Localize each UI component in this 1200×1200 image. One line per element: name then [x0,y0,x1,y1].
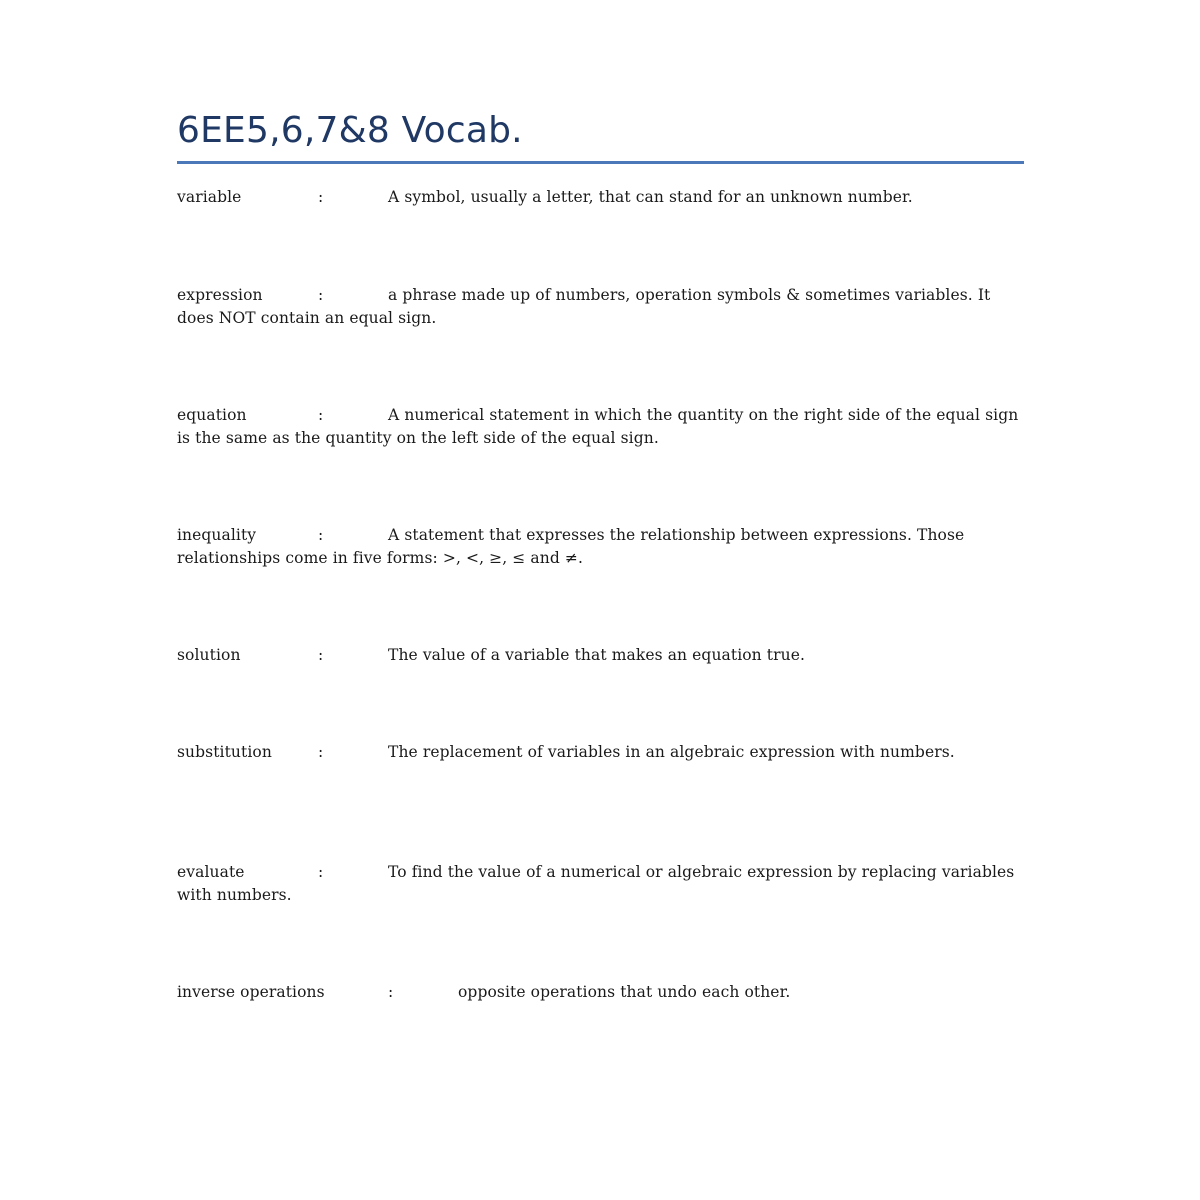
vocab-separator: : [318,406,324,424]
vocab-term: equation [177,406,247,424]
title-underline [177,161,1024,164]
vocab-entry-expression [177,284,1024,329]
vocab-definition: A symbol, usually a letter, that can stand for an unknown number. [388,188,913,206]
vocab-entry-variable [177,186,1024,209]
vocab-definition: The replacement of variables in an algebraic expression with numbers. [388,743,955,761]
vocab-entry-solution [177,644,1024,667]
vocab-term: solution [177,646,241,664]
vocab-entry-inverse-operations [177,981,1024,1004]
vocab-term: expression [177,286,263,304]
vocab-separator: : [318,863,324,881]
vocab-term: evaluate [177,863,245,881]
vocab-term: substitution [177,743,272,761]
vocab-separator: : [318,526,324,544]
vocab-term: inequality [177,526,257,544]
vocab-separator: : [318,646,324,664]
vocab-separator: : [388,983,394,1001]
vocab-definition: The value of a variable that makes an equation true. [388,646,806,664]
vocab-definition: A statement that expresses the relationship between expressions. Those relationships come in five forms: >, <, ≥, ≤ and ≠. [177,526,965,567]
vocab-entry-evaluate [177,861,1024,906]
vocab-definition: a phrase made up of numbers, operation symbols & sometimes variables. It does NOT contain an equal sign. [177,286,991,327]
vocab-separator: : [318,743,324,761]
vocab-entry-substitution [177,741,1024,764]
page-title: 6EE5,6,7&8 Vocab. [177,110,523,151]
vocab-definition: To find the value of a numerical or algebraic expression by replacing variables with numbers. [177,863,1015,904]
vocab-term: inverse operations [177,983,325,1001]
vocab-definition: A numerical statement in which the quantity on the right side of the equal sign is the same as the quantity on the left side of the equal sign. [177,406,1019,447]
vocab-separator: : [318,188,324,206]
vocab-definition: opposite operations that undo each other. [458,983,791,1001]
vocab-separator: : [318,286,324,304]
vocab-term: variable [177,188,242,206]
vocab-entry-equation [177,404,1024,449]
vocab-entry-inequality [177,524,1024,569]
